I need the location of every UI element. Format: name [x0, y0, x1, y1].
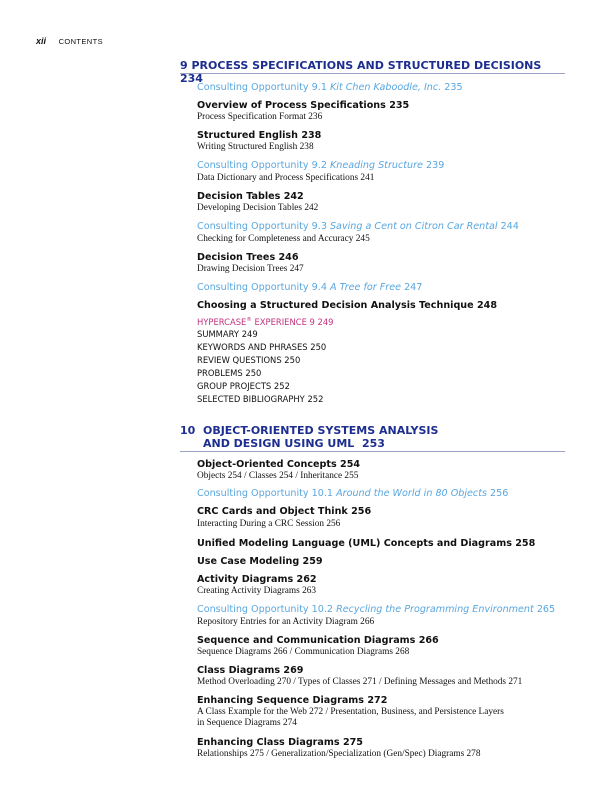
section-heading: Object-Oriented Concepts 254	[197, 459, 361, 470]
subsection: Sequence Diagrams 266 / Communication Diagrams 268	[197, 647, 410, 657]
section-heading: CRC Cards and Object Think 256	[197, 506, 372, 517]
section-heading: Overview of Process Specifications 235	[197, 100, 410, 111]
subsection: Creating Activity Diagrams 263	[197, 586, 317, 596]
hypercase-experience: HYPERCASE® EXPERIENCE 9 249	[197, 316, 334, 327]
subsection: Objects 254 / Classes 254 / Inheritance 255	[197, 471, 359, 481]
subsection: Interacting During a CRC Session 256	[197, 519, 341, 529]
section-heading: Enhancing Sequence Diagrams 272	[197, 695, 388, 706]
running-head-label: CONTENTS	[58, 37, 104, 46]
end-matter-item: GROUP PROJECTS 252	[197, 381, 290, 391]
chapter-10-heading: 10 OBJECT-ORIENTED SYSTEMS ANALYSIS AND DESIGN USING UML 253	[180, 424, 565, 452]
subsection: Relationships 275 / Generalization/Specialization (Gen/Spec) Diagrams 278	[197, 749, 481, 759]
end-matter-item: KEYWORDS AND PHRASES 250	[197, 342, 327, 352]
subsection: in Sequence Diagrams 274	[197, 718, 297, 728]
section-heading: Choosing a Structured Decision Analysis Technique 248	[197, 300, 498, 311]
running-head	[36, 36, 103, 46]
section-heading: Class Diagrams 269	[197, 665, 304, 676]
subsection: Repository Entries for an Activity Diagram 266	[197, 617, 375, 627]
section-heading: Use Case Modeling 259	[197, 556, 323, 567]
consulting-opportunity-10-2: Consulting Opportunity 10.2 Recycling the Programming Environment 265	[197, 604, 556, 615]
end-matter-item: REVIEW QUESTIONS 250	[197, 355, 301, 365]
section-heading: Decision Trees 246	[197, 252, 299, 263]
section-heading: Decision Tables 242	[197, 191, 304, 202]
subsection: Checking for Completeness and Accuracy 245	[197, 234, 370, 244]
consulting-opportunity-9-1: Consulting Opportunity 9.1 Kit Chen Kaboodle, Inc. 235	[197, 82, 463, 93]
consulting-opportunity-9-4: Consulting Opportunity 9.4 A Tree for Free 247	[197, 282, 423, 293]
section-heading: Structured English 238	[197, 130, 322, 141]
end-matter-item: PROBLEMS 250	[197, 368, 262, 378]
subsection: Data Dictionary and Process Specifications 241	[197, 173, 375, 183]
end-matter-item: SUMMARY 249	[197, 329, 258, 339]
end-matter-item: SELECTED BIBLIOGRAPHY 252	[197, 394, 324, 404]
section-heading: Enhancing Class Diagrams 275	[197, 737, 363, 748]
subsection: Method Overloading 270 / Types of Classes 271 / Defining Messages and Methods 271	[197, 677, 523, 687]
section-heading: Unified Modeling Language (UML) Concepts and Diagrams 258	[197, 538, 536, 549]
consulting-opportunity-10-1: Consulting Opportunity 10.1 Around the World in 80 Objects 256	[197, 488, 509, 499]
subsection: Developing Decision Tables 242	[197, 203, 319, 213]
consulting-opportunity-9-3: Consulting Opportunity 9.3 Saving a Cent on Citron Car Rental 244	[197, 221, 519, 232]
subsection: Writing Structured English 238	[197, 142, 314, 152]
section-heading: Sequence and Communication Diagrams 266	[197, 635, 439, 646]
consulting-opportunity-9-2: Consulting Opportunity 9.2 Kneading Structure 239	[197, 160, 445, 171]
subsection: Drawing Decision Trees 247	[197, 264, 304, 274]
subsection: Process Specification Format 236	[197, 112, 323, 122]
chapter-9-heading: 9 PROCESS SPECIFICATIONS AND STRUCTURED DECISIONS 234	[180, 59, 565, 74]
page-number: xii	[36, 36, 47, 46]
section-heading: Activity Diagrams 262	[197, 574, 317, 585]
subsection: A Class Example for the Web 272 / Presentation, Business, and Persistence Layers	[197, 707, 504, 717]
